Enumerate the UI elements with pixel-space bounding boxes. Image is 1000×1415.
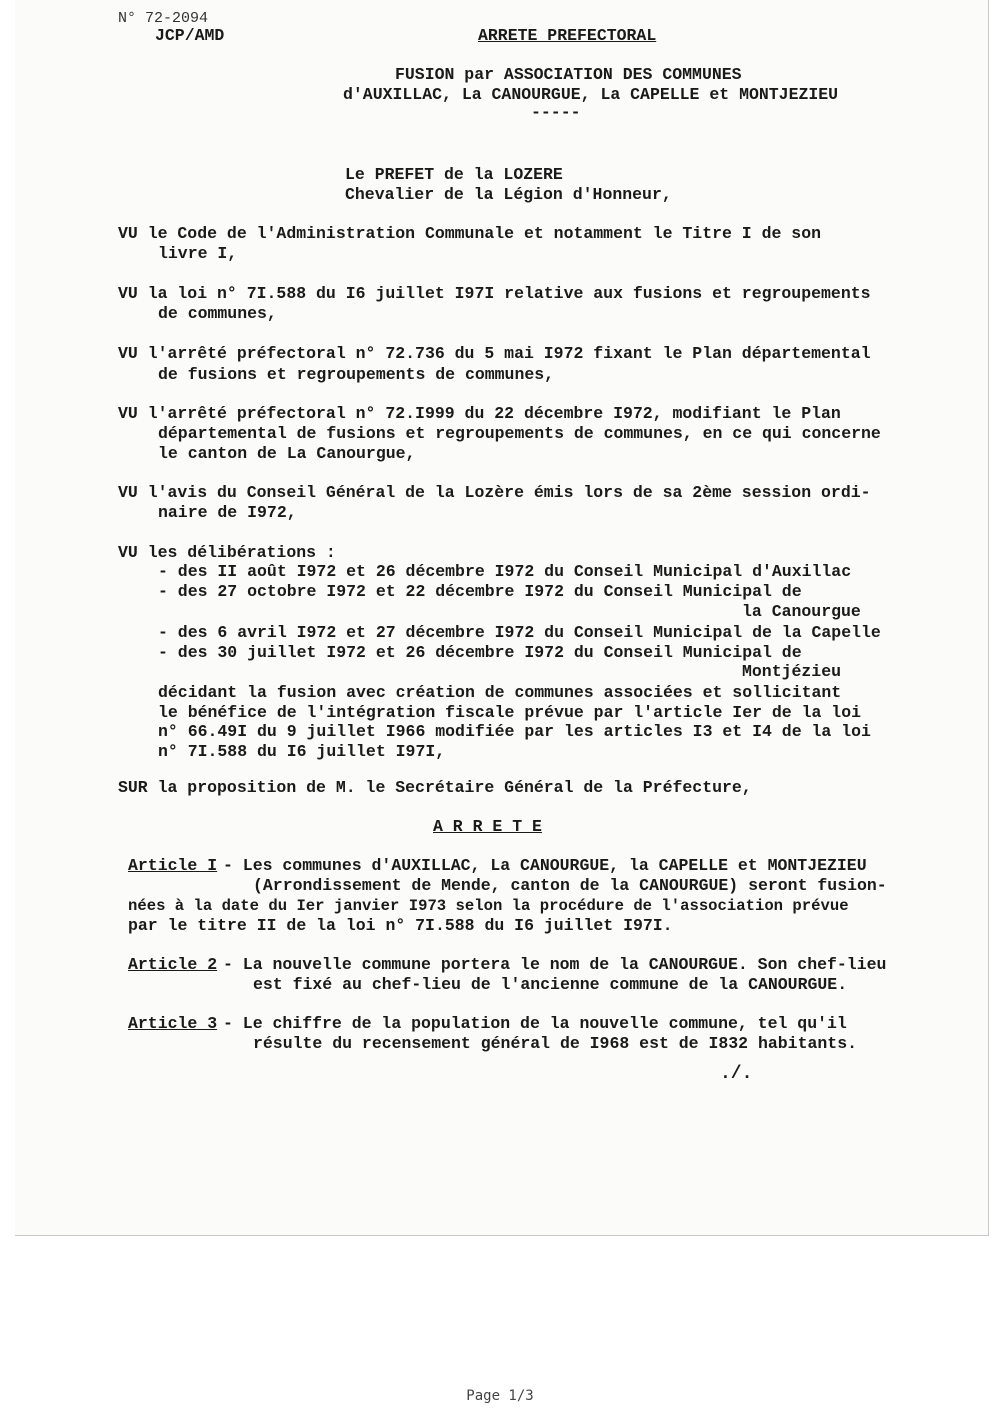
document-page <box>15 0 989 1236</box>
deliberation-item: - des II août I972 et 26 décembre I972 du Conseil Municipal d'Auxillac <box>158 562 852 581</box>
visa-line: VU l'arrêté préfectoral n° 72.I999 du 22 décembre I972, modifiant le Plan <box>118 404 841 423</box>
article-3-text: - Le chiffre de la population de la nouvelle commune, tel qu'il <box>223 1014 847 1033</box>
article-2-text: - La nouvelle commune portera le nom de la CANOURGUE. Son chef-lieu <box>223 955 887 974</box>
proposal-line: SUR la proposition de M. le Secrétaire Général de la Préfecture, <box>118 778 752 797</box>
deliberation-item: la Canourgue <box>742 602 861 621</box>
article-3-label: Article 3 <box>128 1014 218 1033</box>
visa-line: VU l'avis du Conseil Général de la Lozère émis lors de sa 2ème session ordi- <box>118 483 871 502</box>
visa-line: VU le Code de l'Administration Communale et notamment le Titre I de son <box>118 224 822 243</box>
article-3-text: résulte du recensement général de I968 est de I832 habitants. <box>253 1034 857 1053</box>
document-number: N° 72-2094 <box>118 10 209 27</box>
document-title: ARRETE PREFECTORAL <box>478 26 657 45</box>
article-2-label: Article 2 <box>128 955 218 974</box>
continuation-mark: ./. <box>720 1064 753 1084</box>
deliberation-item: - des 30 juillet I972 et 26 décembre I972 du Conseil Municipal de <box>158 643 802 662</box>
deliberation-item: Montjézieu <box>742 662 842 681</box>
visa-line: VU la loi n° 7I.588 du I6 juillet I97I relative aux fusions et regroupements <box>118 284 871 303</box>
subtitle-line-2: d'AUXILLAC, La CANOURGUE, La CAPELLE et MONTJEZIEU <box>343 85 839 104</box>
deliberation-text: décidant la fusion avec création de communes associées et sollicitant <box>158 683 842 702</box>
visa-line: naire de I972, <box>158 503 297 522</box>
article-1-text: - Les communes d'AUXILLAC, La CANOURGUE, la CAPELLE et MONTJEZIEU <box>223 856 867 875</box>
visa-line: de fusions et regroupements de communes, <box>158 365 555 384</box>
article-1-label: Article I <box>128 856 218 875</box>
deliberation-item: - des 27 octobre I972 et 22 décembre I972 du Conseil Municipal de <box>158 582 802 601</box>
article-1-text: nées à la date du Ier janvier I973 selon la procédure de l'association prévue <box>128 897 849 915</box>
header-separator: ----- <box>531 103 581 122</box>
article-1-text: par le titre II de la loi n° 7I.588 du I6 juillet I97I. <box>128 916 673 935</box>
visa-line: VU l'arrêté préfectoral n° 72.736 du 5 mai I972 fixant le Plan départemental <box>118 344 871 363</box>
decree-heading: A R R E T E <box>433 817 542 836</box>
visa-line: livre I, <box>158 244 238 263</box>
deliberation-text: n° 66.49I du 9 juillet I966 modifiée par les articles I3 et I4 de la loi <box>158 722 871 741</box>
page-number: Page 1/3 <box>466 1388 534 1404</box>
authority-line-2: Chevalier de la Légion d'Honneur, <box>345 185 672 204</box>
visa-line: le canton de La Canourgue, <box>158 444 416 463</box>
visa-line: départemental de fusions et regroupements de communes, en ce qui concerne <box>158 424 881 443</box>
deliberation-item: - des 6 avril I972 et 27 décembre I972 du Conseil Municipal de la Capelle <box>158 623 881 642</box>
article-2-text: est fixé au chef-lieu de l'ancienne commune de la CANOURGUE. <box>253 975 848 994</box>
deliberation-text: n° 7I.588 du I6 juillet I97I, <box>158 742 446 761</box>
deliberations-intro: VU les délibérations : <box>118 543 336 562</box>
visa-line: de communes, <box>158 304 277 323</box>
subtitle-line-1: FUSION par ASSOCIATION DES COMMUNES <box>395 65 742 84</box>
article-1-text: (Arrondissement de Mende, canton de la CANOURGUE) seront fusion- <box>253 876 887 895</box>
authority-line-1: Le PREFET de la LOZERE <box>345 165 563 184</box>
reference-code: JCP/AMD <box>155 26 225 45</box>
deliberation-text: le bénéfice de l'intégration fiscale prévue par l'article Ier de la loi <box>158 703 862 722</box>
